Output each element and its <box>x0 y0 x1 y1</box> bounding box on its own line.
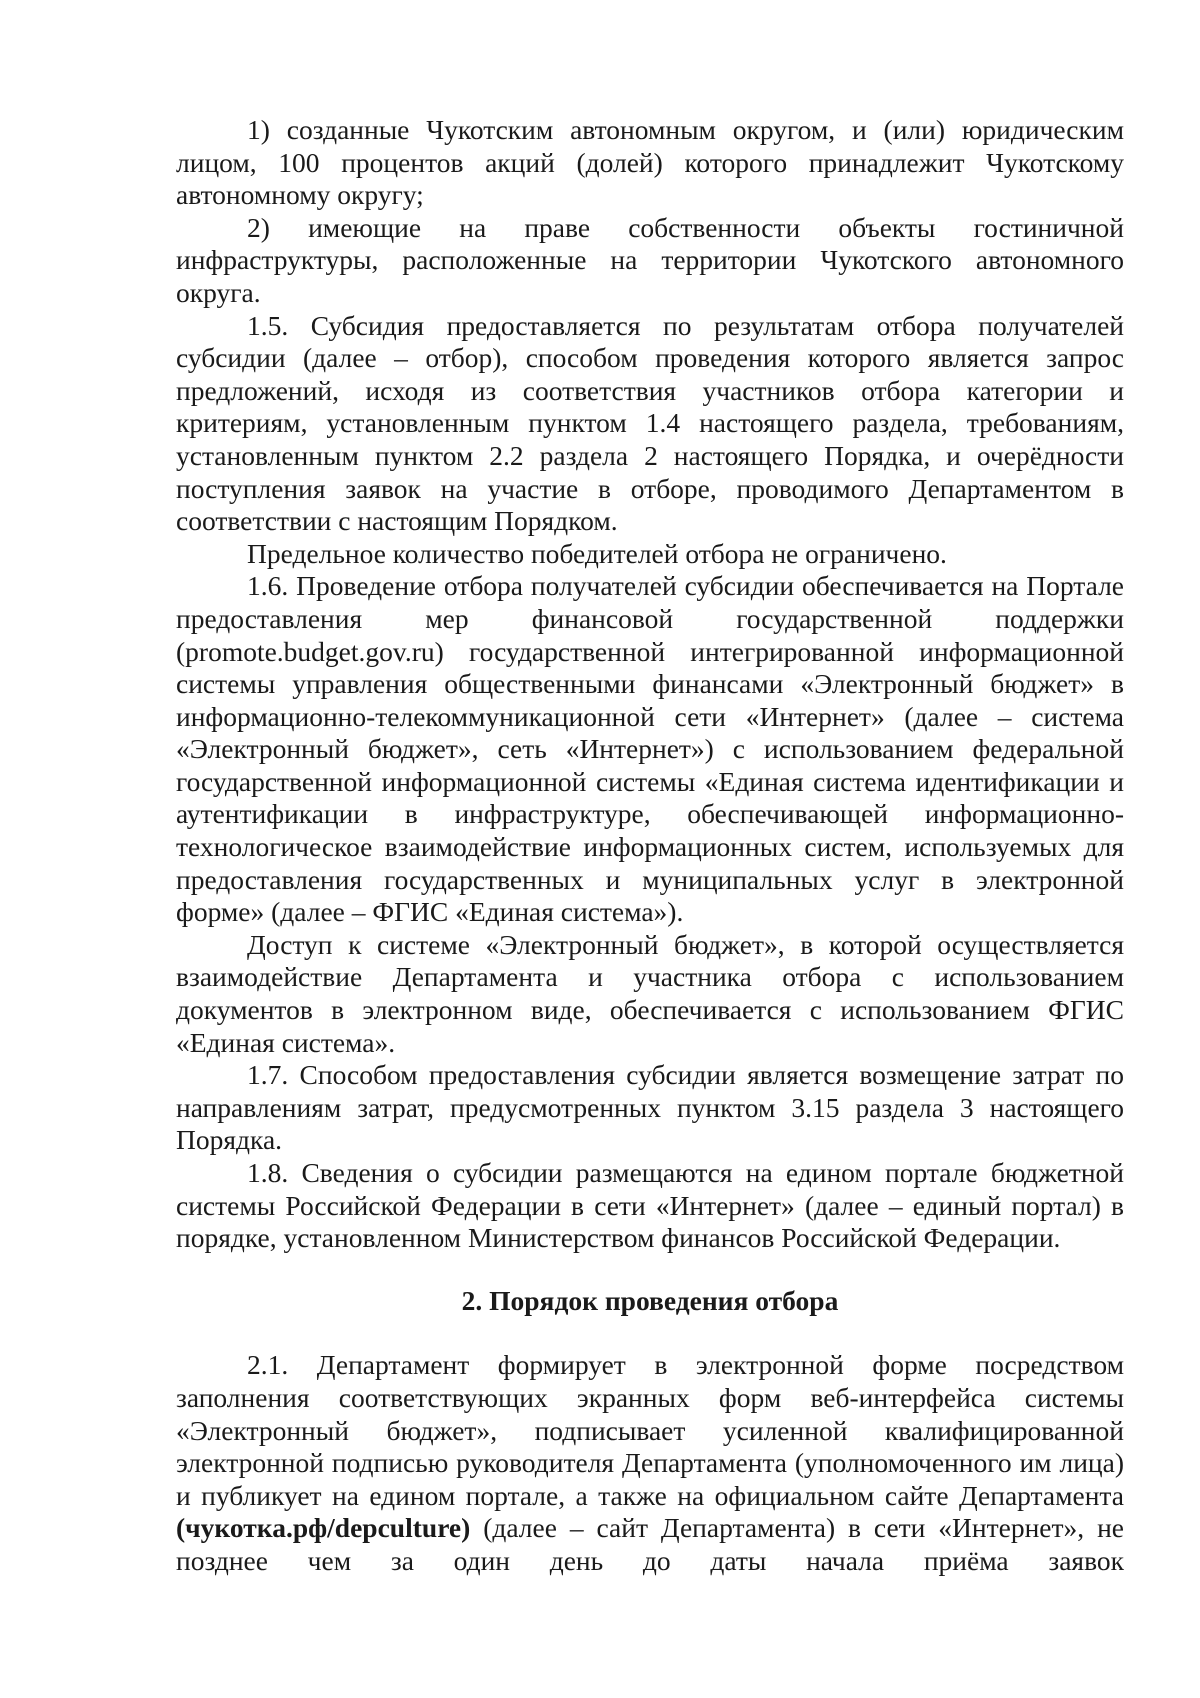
paragraph-access: Доступ к системе «Электронный бюджет», в которой осуществляется взаимодействие Департамента и участника отбора с использованием документов в электронном виде, обеспечивается с использованием ФГИС «Единая система». <box>176 928 1124 1058</box>
paragraph-1-5: 1.5. Субсидия предоставляется по результатам отбора получателей субсидии (далее – отбор), способом проведения которого является запрос предложений, исходя из соответствия участников отбора категории и критериям, установленным пунктом 1.4 настоящего раздела, требованиям, установленным пунктом 2.2 раздела 2 настоящего Порядка, и очерёдности поступления заявок на участие в отборе, проводимого Департаментом в соответствии с настоящим Порядком. <box>176 309 1124 537</box>
section-heading: 2. Порядок проведения отбора <box>461 1284 839 1316</box>
department-site-link: (чукотка.рф/depculture) <box>176 1512 471 1544</box>
paragraph-1-1: 1) созданные Чукотским автономным округом, и (или) юридическим лицом, 100 процентов акций (долей) которого принадлежит Чукотскому автономному округу; <box>176 114 1124 211</box>
paragraph-2-1-end: (далее – сайт Департамента) в сети «Интернет», не позднее чем за один день до даты начала приёма заявок <box>176 1512 1124 1576</box>
paragraph-1-2: 2) имеющие на праве собственности объекты гостиничной инфраструктуры, расположенные на территории Чукотского автономного округа. <box>176 211 1124 308</box>
paragraph-winners-limit: Предельное количество победителей отбора не ограничено. <box>247 537 947 569</box>
paragraph-2-1-start: 2.1. Департамент формирует в электронной форме посредством заполнения соответствующих экранных форм веб-интерфейса системы «Электронный бюджет», подписывает усиленной квалифицированной электронной подписью руководителя Департамента (уполномоченного им лица) и публикует на едином портале, а также на официальном сайте Департамента <box>176 1349 1124 1511</box>
paragraph-1-8: 1.8. Сведения о субсидии размещаются на едином портале бюджетной системы Российской Федерации в сети «Интернет» (далее – единый портал) в порядке, установленном Министерством финансов Российской Федерации. <box>176 1157 1124 1254</box>
document-page <box>176 114 1124 1578</box>
paragraph-1-7: 1.7. Способом предоставления субсидии является возмещение затрат по направлениям затрат, предусмотренных пунктом 3.15 раздела 3 настоящего Порядка. <box>176 1059 1124 1156</box>
paragraph-1-6: 1.6. Проведение отбора получателей субсидии обеспечивается на Портале предоставления мер финансовой государственной поддержки (promote.budget.gov.ru) государственной интегрированной информационной системы управления общественными финансами «Электронный бюджет» в информационно-телекоммуникационной сети «Интернет» (далее – система «Электронный бюджет», сеть «Интернет») с использованием федеральной государственной информационной системы «Единая система идентификации и аутентификации в инфраструктуре, обеспечивающей информационно-технологическое взаимодействие информационных систем, используемых для предоставления государственных и муниципальных услуг в электронной форме» (далее – ФГИС «Единая система»). <box>176 570 1124 928</box>
paragraph-2-1 <box>176 1349 1124 1577</box>
